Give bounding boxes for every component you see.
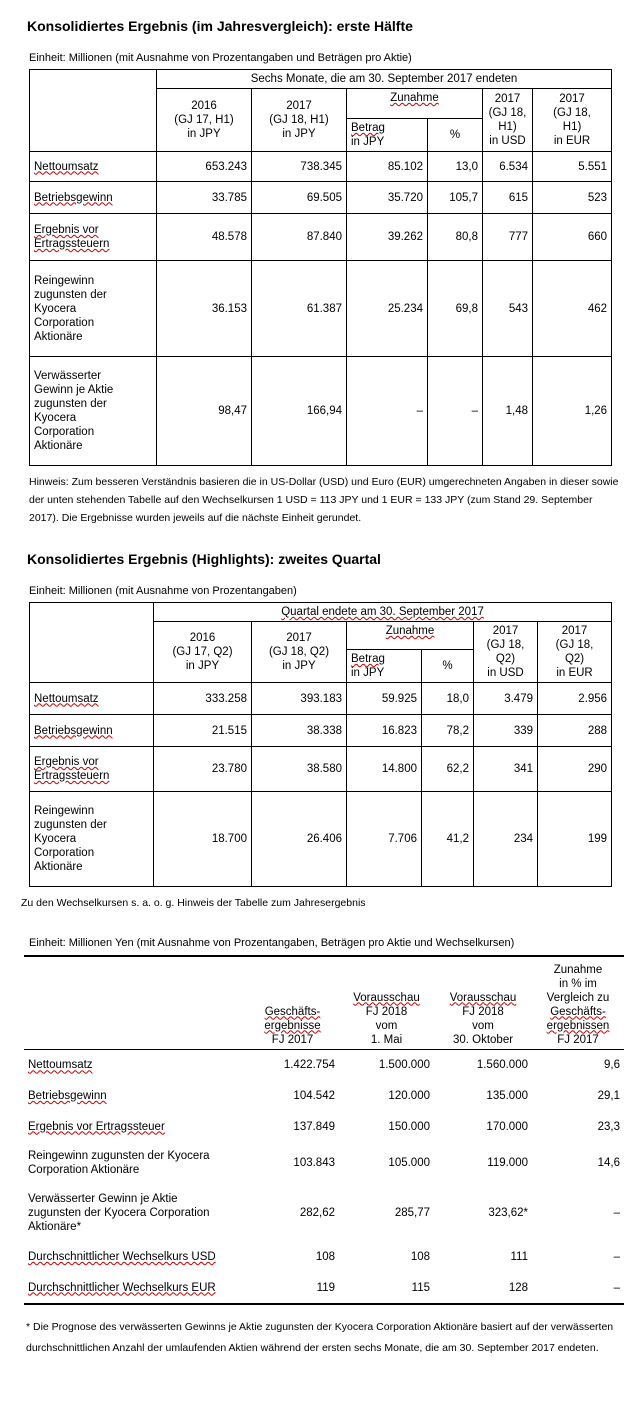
row-label: Ergebnis vor Ertragssteuer (28, 1120, 165, 1133)
cell: 137.849 (293, 1120, 335, 1133)
table-row (30, 261, 612, 357)
cell: – (347, 357, 428, 466)
cell: 119.000 (487, 1157, 528, 1169)
cell: 115 (339, 1272, 434, 1304)
cell: 341 (474, 747, 538, 792)
cell: 29,1 (597, 1090, 620, 1102)
cell: 615 (483, 182, 533, 214)
header-blank (30, 603, 154, 683)
cell: 59.925 (347, 683, 422, 715)
cell: 543 (483, 261, 533, 357)
cell: 1.500.000 (378, 1059, 430, 1072)
cell: 38.338 (252, 715, 347, 747)
section1-title: Konsolidiertes Ergebnis (im Jahresvergleich): erste Hälfte (27, 18, 413, 34)
cell: 23.780 (154, 747, 252, 792)
cell: 69.505 (252, 182, 347, 214)
table-row (30, 152, 612, 182)
row-label: Ergebnis vor Ertragssteuern (30, 747, 154, 792)
col-header-usd: 2017 (GJ 18, H1) in USD (483, 89, 533, 152)
cell: 234 (474, 792, 538, 887)
cell: 105.000 (388, 1157, 430, 1169)
cell: 777 (483, 214, 533, 261)
cell: 290 (538, 747, 612, 792)
col-header-eur: 2017 (GJ 18, H1) in EUR (533, 89, 612, 152)
cell: 653.243 (157, 152, 252, 182)
cell: 9,6 (604, 1059, 620, 1072)
cell: 48.578 (157, 214, 252, 261)
row-label: Nettoumsatz (30, 152, 157, 182)
cell: 14,6 (597, 1157, 620, 1169)
cell: 85.102 (347, 152, 428, 182)
pct-header: % (428, 119, 483, 152)
cell: 285,77 (394, 1207, 430, 1219)
table-row (30, 357, 612, 466)
section2-title: Konsolidiertes Ergebnis (Highlights): zweites Quartal (27, 551, 381, 567)
row-label: Verwässerter Gewinn je Aktie zugunsten der Kyocera Corporation Aktionäre (30, 357, 157, 466)
row-label: Durchschnittlicher Wechselkurs EUR (24, 1272, 246, 1304)
table-row (30, 683, 612, 715)
table-row (30, 182, 612, 214)
cell: – (428, 357, 483, 466)
row-label: Nettoumsatz (28, 1059, 93, 1072)
cell: 41,2 (422, 792, 474, 887)
cell: 87.840 (252, 214, 347, 261)
period-header: Sechs Monate, die am 30. September 2017 endeten (157, 70, 612, 89)
cell: 98,47 (157, 357, 252, 466)
cell: 38.580 (252, 747, 347, 792)
cell: 199 (538, 792, 612, 887)
section1-note: Hinweis: Zum besseren Verständnis basieren die in US-Dollar (USD) und Euro (EUR) umgerechneten Angaben in dieser sowie der unten stehenden Tabelle auf den Wechselkursen 1 USD = 113 JPY und 1 EUR = 133 JPY (zum Stand 29. September 2017). Die Ergebnisse wurden jeweils auf die nächste Einheit gerundet. (29, 476, 619, 524)
period-header: Quartal endete am 30. September 2017 (154, 603, 612, 622)
col-header-forecast-may: Vorausschau FJ 2018 vom 1. Mai (339, 956, 434, 1049)
cell: 108 (315, 1251, 335, 1263)
cell: 6.534 (483, 152, 533, 182)
header-blank (24, 956, 246, 1049)
section1-unit: Einheit: Millionen (mit Ausnahme von Prozentangaben und Beträgen pro Aktie) (29, 52, 412, 64)
cell: 288 (538, 715, 612, 747)
cell: 166,94 (252, 357, 347, 466)
table-row (24, 1272, 624, 1304)
cell: 119 (246, 1272, 339, 1304)
col-header-2016: 2016 (GJ 17, H1) in JPY (157, 89, 252, 152)
col-header-results: Geschäfts- ergebnisse FJ 2017 (246, 956, 339, 1049)
cell: 105,7 (428, 182, 483, 214)
cell: 5.551 (533, 152, 612, 182)
cell: 36.153 (157, 261, 252, 357)
cell: 7.706 (347, 792, 422, 887)
table-row (24, 1111, 624, 1142)
cell: 170.000 (486, 1120, 528, 1133)
increase-header: Zunahme (347, 89, 483, 119)
cell: 108 (410, 1251, 430, 1263)
cell: 13,0 (428, 152, 483, 182)
cell: 69,8 (428, 261, 483, 357)
table-row (30, 747, 612, 792)
table-row (24, 1049, 624, 1081)
col-header-forecast-oct: Vorausschau FJ 2018 vom 30. Oktober (434, 956, 532, 1049)
cell: 111 (510, 1251, 528, 1263)
col-header-increase: Zunahme in % im Vergleich zu Geschäfts- ergebnissen FJ 2017 (532, 956, 624, 1049)
row-label: Ergebnis vor Ertragssteuern (30, 214, 157, 261)
cell: – (613, 1207, 620, 1219)
cell: 23,3 (597, 1120, 620, 1133)
cell: 2.956 (538, 683, 612, 715)
table-row (24, 1184, 624, 1242)
row-label: Reingewinn zugunsten der Kyocera Corporation Aktionäre (30, 792, 154, 887)
cell: 18.700 (154, 792, 252, 887)
cell: 16.823 (347, 715, 422, 747)
section3-footnote: * Die Prognose des verwässerten Gewinns je Aktie zugunsten der Kyocera Corporation Aktionäre basiert auf der verwässerten durchschnittlichen Anzahl der umlaufenden Aktien während der ersten sechs Monate, die am 30. September 2017 endeten. (26, 1321, 614, 1354)
amount-header: Betrag in JPY (347, 119, 428, 152)
amount-header: Betrag in JPY (347, 650, 422, 683)
section3-unit: Einheit: Millionen Yen (mit Ausnahme von Prozentangaben, Beträgen pro Aktie und Wechselkursen) (29, 937, 515, 949)
cell: 1.422.754 (283, 1059, 335, 1072)
cell: 393.183 (252, 683, 347, 715)
header-blank (30, 70, 157, 152)
cell: 103.843 (293, 1157, 335, 1169)
table-row (24, 1142, 624, 1184)
cell: 660 (533, 214, 612, 261)
cell: 333.258 (154, 683, 252, 715)
table-row (30, 792, 612, 887)
cell: 21.515 (154, 715, 252, 747)
cell: 339 (474, 715, 538, 747)
cell: – (613, 1251, 620, 1263)
cell: 128 (434, 1272, 532, 1304)
row-label: Reingewinn zugunsten der Kyocera Corporation Aktionäre (28, 1150, 210, 1176)
cell: 323,62* (488, 1207, 528, 1219)
row-label: Betriebsgewinn (30, 715, 154, 747)
cell: 35.720 (347, 182, 428, 214)
increase-header: Zunahme (347, 622, 474, 650)
col-header-eur: 2017 (GJ 18, Q2) in EUR (538, 622, 612, 683)
row-label: Verwässerter Gewinn je Aktie zugunsten der Kyocera Corporation Aktionäre* (28, 1193, 210, 1233)
row-label: Betriebsgewinn (28, 1090, 107, 1102)
forecast-table (24, 955, 624, 1305)
table-row (24, 1081, 624, 1111)
row-label: Reingewinn zugunsten der Kyocera Corporation Aktionäre (30, 261, 157, 357)
col-header-2017: 2017 (GJ 18, Q2) in JPY (252, 622, 347, 683)
cell: 738.345 (252, 152, 347, 182)
cell: 39.262 (347, 214, 428, 261)
cell: 62,2 (422, 747, 474, 792)
section2-note: Zu den Wechselkursen s. a. o. g. Hinweis der Tabelle zum Jahresergebnis (21, 897, 366, 909)
table-row (30, 715, 612, 747)
table-row (24, 1242, 624, 1272)
cell: 282,62 (299, 1207, 335, 1219)
cell: – (532, 1272, 624, 1304)
pct-header: % (422, 650, 474, 683)
quarter-table (29, 602, 612, 887)
section2-unit: Einheit: Millionen (mit Ausnahme von Prozentangaben) (29, 585, 297, 597)
col-header-2017: 2017 (GJ 18, H1) in JPY (252, 89, 347, 152)
cell: 78,2 (422, 715, 474, 747)
row-label: Nettoumsatz (30, 683, 154, 715)
cell: 26.406 (252, 792, 347, 887)
cell: 523 (533, 182, 612, 214)
col-header-usd: 2017 (GJ 18, Q2) in USD (474, 622, 538, 683)
col-header-2016: 2016 (GJ 17, Q2) in JPY (154, 622, 252, 683)
cell: 14.800 (347, 747, 422, 792)
cell: 120.000 (388, 1090, 430, 1102)
cell: 80,8 (428, 214, 483, 261)
cell: 3.479 (474, 683, 538, 715)
cell: 135.000 (486, 1090, 528, 1102)
cell: 104.542 (293, 1090, 335, 1102)
cell: 1,48 (483, 357, 533, 466)
half-year-table (29, 69, 612, 466)
cell: 61.387 (252, 261, 347, 357)
cell: 33.785 (157, 182, 252, 214)
cell: 1.560.000 (476, 1059, 528, 1072)
cell: 25.234 (347, 261, 428, 357)
cell: 1,26 (533, 357, 612, 466)
cell: 18,0 (422, 683, 474, 715)
table-row (30, 214, 612, 261)
cell: 150.000 (388, 1120, 430, 1133)
row-label: Durchschnittlicher Wechselkurs USD (28, 1251, 216, 1263)
row-label: Betriebsgewinn (30, 182, 157, 214)
cell: 462 (533, 261, 612, 357)
